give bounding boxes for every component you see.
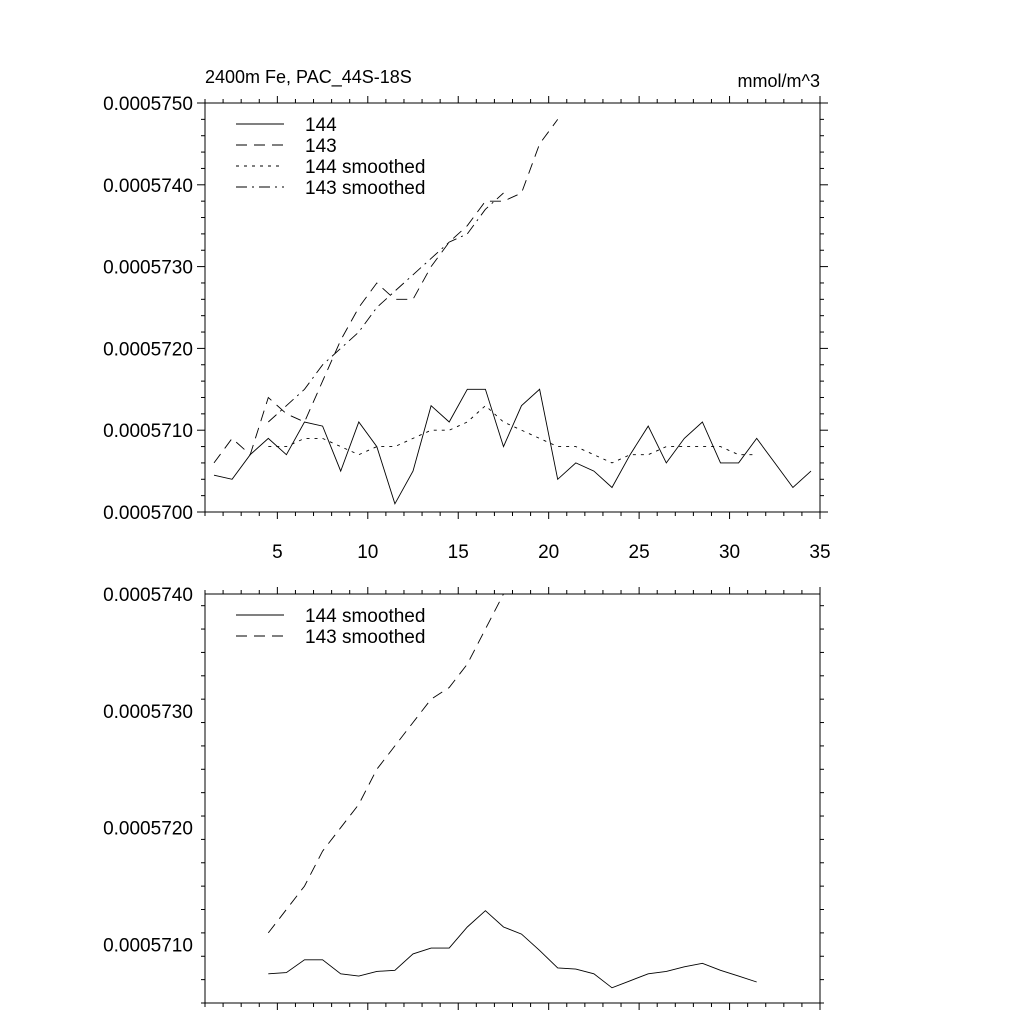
x-tick-label: 10 <box>357 542 379 563</box>
plot-frame <box>205 103 820 512</box>
series-group <box>268 594 757 988</box>
y-tick-label: 0.0005710 <box>103 935 193 957</box>
y-tick-label: 0.0005710 <box>103 421 193 443</box>
legend-label: 144 smoothed <box>305 606 426 627</box>
plot-frame <box>205 594 820 1003</box>
legend-label: 143 smoothed <box>305 178 426 199</box>
bottom-panel <box>103 585 824 1010</box>
x-tick-label: 5 <box>272 542 283 563</box>
x-tick-label: 20 <box>538 542 560 563</box>
x-tick-label: 25 <box>628 542 650 563</box>
series-group <box>214 119 811 504</box>
y-tick-label: 0.0005730 <box>103 257 193 279</box>
x-tick-label: 35 <box>809 542 831 563</box>
legend-label: 143 <box>305 136 337 157</box>
y-tick-label: 0.0005750 <box>103 94 193 115</box>
y-tick-label: 0.0005740 <box>103 585 193 606</box>
legend-label: 144 <box>305 115 337 136</box>
x-tick-label: 30 <box>718 542 741 563</box>
top-panel <box>103 67 830 563</box>
series-line-143-smoothed <box>268 193 503 422</box>
y-tick-label: 0.0005740 <box>103 175 193 197</box>
y-tick-label: 0.0005700 <box>103 503 193 524</box>
legend-label: 143 smoothed <box>305 627 426 648</box>
series-line-144-smoothed <box>268 911 756 988</box>
legend-label: 144 smoothed <box>305 157 426 178</box>
y-tick-label: 0.0005720 <box>103 339 193 361</box>
x-tick-label: 15 <box>447 542 469 563</box>
y-tick-label: 0.0005730 <box>103 701 193 723</box>
chart-title: 2400m Fe, PAC_44S-18S <box>205 67 412 87</box>
series-line-144-smoothed <box>268 406 756 463</box>
y-tick-label: 0.0005720 <box>103 818 193 840</box>
units-label: mmol/m^3 <box>737 71 820 91</box>
